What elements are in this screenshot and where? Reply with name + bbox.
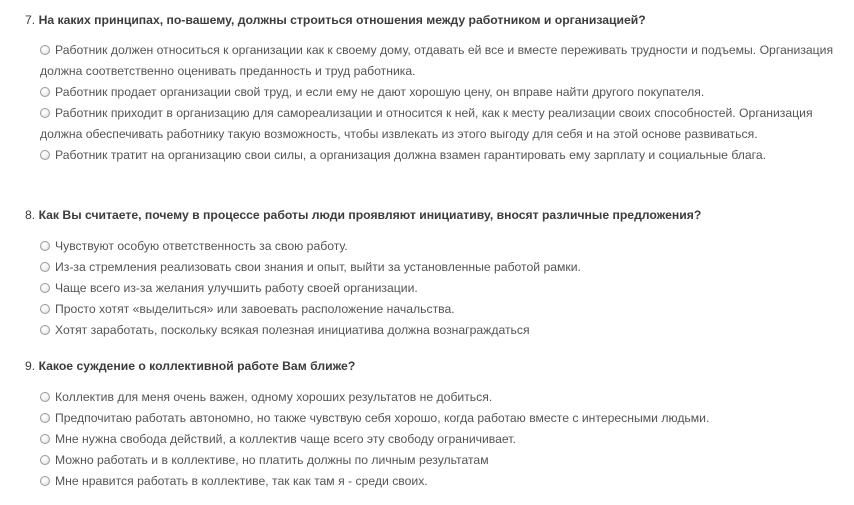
radio-button[interactable]	[40, 262, 50, 272]
option[interactable]	[40, 429, 835, 450]
option-label[interactable]: Чаще всего из-за желания улучшить работу своей организации.	[55, 281, 418, 295]
option[interactable]	[40, 82, 840, 103]
radio-button[interactable]	[40, 325, 50, 335]
option-label[interactable]: Предпочитаю работать автономно, но также чувствую себя хорошо, когда работаю вместе с интересными людьми.	[55, 411, 710, 425]
radio-button[interactable]	[40, 283, 50, 293]
option-label[interactable]: Из-за стремления реализовать свои знания и опыт, выйти за установленные работой рамки.	[55, 260, 581, 274]
radio-button[interactable]	[40, 455, 50, 465]
radio-button[interactable]	[40, 45, 50, 55]
option-label[interactable]: Чувствуют особую ответственность за свою работу.	[55, 239, 348, 253]
option-label[interactable]: Коллектив для меня очень важен, одному хороших результатов не добиться.	[55, 390, 493, 404]
option-label[interactable]: Работник продает организации свой труд, и если ему не дают хорошую цену, он вправе найти другого покупателя.	[55, 85, 705, 99]
option[interactable]	[40, 236, 835, 257]
radio-button[interactable]	[40, 241, 50, 251]
question-text: Как Вы считаете, почему в процессе работы люди проявляют инициативу, вносят различные предложения?	[38, 208, 702, 222]
radio-button[interactable]	[40, 87, 50, 97]
question-title	[25, 358, 835, 374]
option[interactable]	[40, 145, 840, 166]
radio-button[interactable]	[40, 476, 50, 486]
question-9	[25, 358, 835, 492]
option-label[interactable]: Мне нравится работать в коллективе, так как там я - среди своих.	[55, 474, 428, 488]
question-7	[25, 12, 835, 166]
option-label[interactable]: Работник приходит в организацию для самореализации и относится к ней, как к месту реализации своих способностей. Организация должна обеспечивать работнику такую возможность, чтобы извлекать из этого выгоду для себя и на этой основе развиваться.	[40, 106, 813, 141]
option[interactable]	[40, 408, 835, 429]
radio-button[interactable]	[40, 304, 50, 314]
option-label[interactable]: Просто хотят «выделиться» или завоевать расположение начальства.	[55, 302, 455, 316]
option-label[interactable]: Работник должен относиться к организации как к своему дому, отдавать ей все и вместе переживать трудности и подъемы. Организация должна соответственно оценивать преданность и труд работника.	[40, 43, 834, 78]
option-label[interactable]: Хотят заработать, поскольку всякая полезная инициатива должна вознаграждаться	[55, 323, 530, 337]
option-label[interactable]: Мне нужна свобода действий, а коллектив чаще всего эту свободу ограничивает.	[55, 432, 516, 446]
option-label[interactable]: Можно работать и в коллективе, но платить должны по личным результатам	[55, 453, 489, 467]
option[interactable]	[40, 40, 840, 82]
option[interactable]	[40, 450, 835, 471]
question-title	[25, 12, 835, 28]
question-number: 9.	[25, 359, 36, 373]
option[interactable]	[40, 257, 835, 278]
radio-button[interactable]	[40, 150, 50, 160]
option-label[interactable]: Работник тратит на организацию свои силы, а организация должна взамен гарантировать ему зарплату и социальные блага.	[55, 148, 766, 162]
radio-button[interactable]	[40, 108, 50, 118]
option[interactable]	[40, 471, 835, 492]
question-number: 7.	[25, 13, 36, 27]
option[interactable]	[40, 103, 840, 145]
options-list	[40, 236, 835, 341]
option[interactable]	[40, 387, 835, 408]
option[interactable]	[40, 299, 835, 320]
options-list	[40, 387, 835, 492]
radio-button[interactable]	[40, 434, 50, 444]
radio-button[interactable]	[40, 392, 50, 402]
question-text: Какое суждение о коллективной работе Вам ближе?	[38, 359, 356, 373]
question-8	[25, 207, 835, 341]
option[interactable]	[40, 278, 835, 299]
question-number: 8.	[25, 208, 36, 222]
options-list	[40, 40, 840, 166]
question-title	[25, 207, 835, 223]
option[interactable]	[40, 320, 835, 341]
radio-button[interactable]	[40, 413, 50, 423]
question-text: На каких принципах, по-вашему, должны строиться отношения между работником и организацией?	[38, 13, 646, 27]
